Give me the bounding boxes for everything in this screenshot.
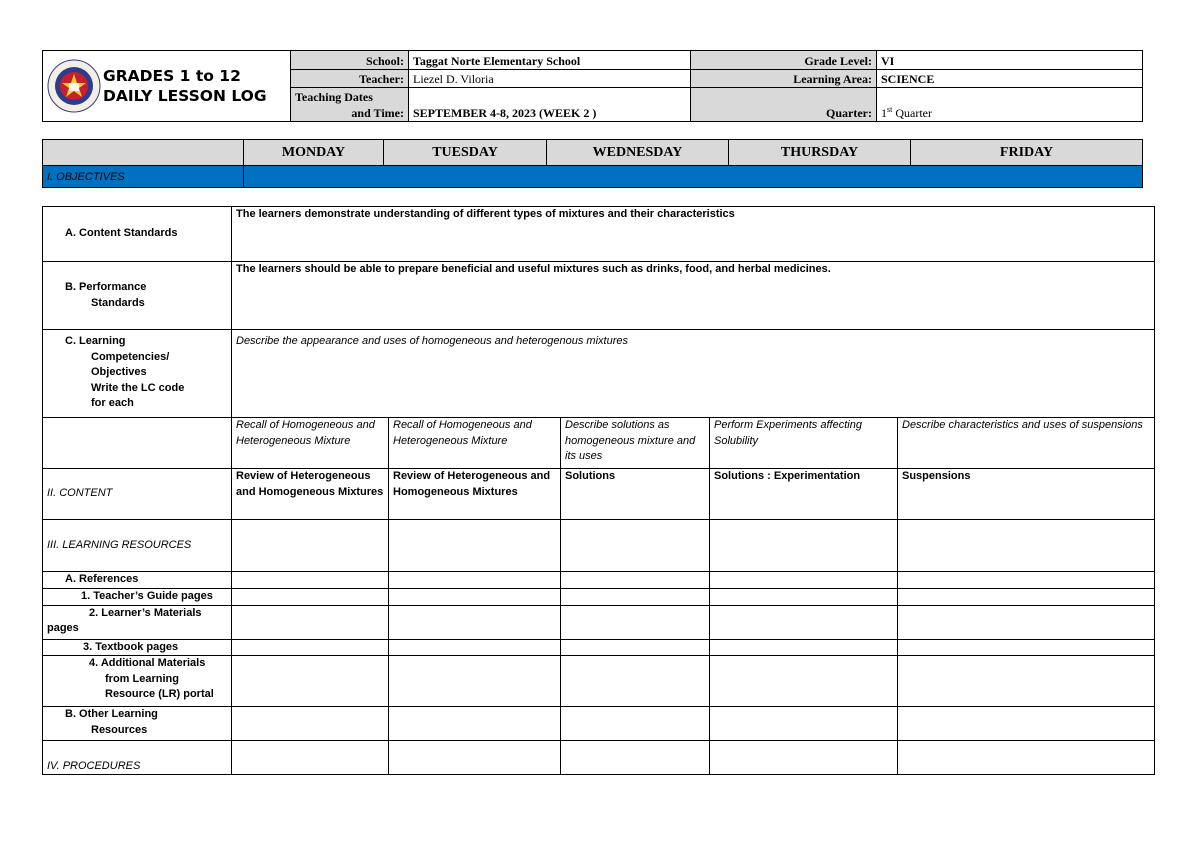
content-standards-text: The learners demonstrate understanding of different types of mixtures and their characteristics — [232, 207, 1155, 262]
objective-tuesday: Recall of Homogeneous and Heterogeneous Mixture — [389, 418, 561, 469]
day-wednesday: WEDNESDAY — [547, 140, 729, 166]
day-monday: MONDAY — [244, 140, 384, 166]
deped-seal-icon — [47, 59, 101, 113]
objective-friday: Describe characteristics and uses of suspensions — [898, 418, 1155, 469]
log-title-line2: DAILY LESSON LOG — [103, 87, 267, 105]
quarter-value: 1st Quarter — [877, 88, 1143, 122]
objective-thursday: Perform Experiments affecting Solubility — [710, 418, 898, 469]
learning-area-label: Learning Area: — [691, 69, 877, 88]
teacher-value: Liezel D. Viloria — [409, 69, 691, 88]
lesson-log-table — [42, 206, 1155, 775]
objectives-heading: I. OBJECTIVES — [43, 166, 244, 188]
day-tuesday: TUESDAY — [384, 140, 547, 166]
learning-area-value: SCIENCE — [877, 69, 1143, 88]
teaching-dates-value: SEPTEMBER 4-8, 2023 (WEEK 2 ) — [409, 88, 691, 122]
performance-standards-label: B. Performance Standards — [43, 262, 232, 330]
additional-materials-label: 4. Additional Materials from Learning Resource (LR) portal — [43, 656, 232, 707]
learners-materials-label: 2. Learner’s Materials pages — [43, 605, 232, 639]
learning-competencies-label: C. Learning Competencies/ Objectives Write the LC code for each — [43, 330, 232, 418]
other-resources-label: B. Other Learning Resources — [43, 707, 232, 741]
days-header-table — [42, 139, 1143, 188]
learning-competencies-text: Describe the appearance and uses of homogeneous and heterogenous mixtures — [232, 330, 1155, 418]
grade-value: VI — [877, 51, 1143, 70]
content-monday: Review of Heterogeneous and Homogeneous Mixtures — [232, 469, 389, 520]
logo-title-cell — [43, 51, 291, 122]
objective-monday: Recall of Homogeneous and Heterogeneous Mixture — [232, 418, 389, 469]
performance-standards-text: The learners should be able to prepare beneficial and useful mixtures such as drinks, food, and herbal medicines. — [232, 262, 1155, 330]
teachers-guide-label: 1. Teacher’s Guide pages — [43, 589, 232, 606]
objective-wednesday: Describe solutions as homogeneous mixture and its uses — [561, 418, 710, 469]
content-tuesday: Review of Heterogeneous and Homogeneous Mixtures — [389, 469, 561, 520]
content-thursday: Solutions : Experimentation — [710, 469, 898, 520]
content-wednesday: Solutions — [561, 469, 710, 520]
daily-objectives-label — [43, 418, 232, 469]
content-heading: II. CONTENT — [43, 469, 232, 520]
content-standards-label: A. Content Standards — [43, 207, 232, 262]
content-friday: Suspensions — [898, 469, 1155, 520]
quarter-label: Quarter: — [691, 88, 877, 122]
header-table — [42, 50, 1143, 122]
grade-label: Grade Level: — [691, 51, 877, 70]
textbook-pages-label: 3. Textbook pages — [43, 639, 232, 656]
days-corner-cell — [43, 140, 244, 166]
teacher-label: Teacher: — [291, 69, 409, 88]
references-label: A. References — [43, 572, 232, 589]
day-thursday: THURSDAY — [729, 140, 911, 166]
procedures-heading: IV. PROCEDURES — [43, 741, 232, 775]
school-label: School: — [291, 51, 409, 70]
teaching-dates-label: Teaching Dates and Time: — [291, 88, 409, 122]
log-title-line1: GRADES 1 to 12 — [103, 67, 241, 85]
school-value: Taggat Norte Elementary School — [409, 51, 691, 70]
day-friday: FRIDAY — [911, 140, 1143, 166]
learning-resources-heading: III. LEARNING RESOURCES — [43, 520, 232, 572]
objectives-bar — [244, 166, 1143, 188]
